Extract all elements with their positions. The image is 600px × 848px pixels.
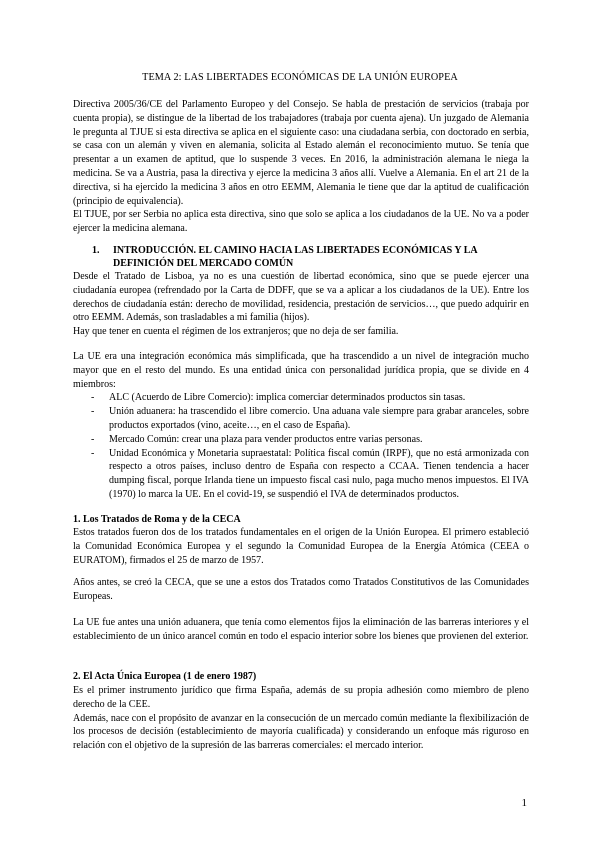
section1-members-block	[73, 350, 529, 502]
body-paragraph: Estos tratados fueron dos de los tratados fundamentales en el origen de la Unión Europea. El primero estableció la Comunidad Económica Europea y el segundo la Comunidad Europea de la Energía Atómica (CEEA o EURATOM), firmados el 25 de marzo de 1957.	[73, 527, 529, 566]
page-number: 1	[521, 797, 527, 809]
subsection-heading: 2. El Acta Única Europea (1 de enero 1987)	[73, 671, 257, 682]
intro-block	[73, 98, 529, 236]
sub1-paragraph-block	[73, 616, 529, 644]
body-paragraph: Hay que tener en cuenta el régimen de los extranjeros; que no deja de ser familia.	[73, 326, 399, 338]
body-paragraph: La UE era una integración económica más simplificada, que ha trascendido a un nivel de integración mucho mayor que en el resto del mundo. Es una entidad única con personalidad jurídica propia, que se divide en 4 miembros:	[73, 351, 529, 390]
body-paragraph: Es el primer instrumento jurídico que firma España, además de su propia adhesión como miembro de pleno derecho de la CEE.	[73, 685, 529, 710]
list-item: - ALC (Acuerdo de Libre Comercio): implica comerciar determinados productos sin tasas.	[73, 391, 529, 405]
section-number: 1.	[92, 245, 100, 256]
list-item: - Unión aduanera: ha trascendido el libre comercio. Una aduana vale siempre para grabar aranceles, sobre productos exportados (vino, aceite…, en el caso de España).	[73, 405, 529, 433]
members-list	[73, 391, 529, 501]
sub1-paragraph-block	[73, 526, 529, 567]
list-item: - Unidad Económica y Monetaria supraestatal: Política fiscal común (IRPF), que no está armonizada con respecto a otros países, incluso dentro de España con respecto a CCAA. Tienen tendencia a hacer dumping fiscal, porque Irlanda tiene un impuesto fiscal casi nulo, paga mucho menos impuestos. El IVA (1970) lo marca la UE. En el covid-19, se suspendió el IVA de determinados productos.	[73, 447, 529, 502]
intro-paragraph: El TJUE, por ser Serbia no aplica esta directiva, sino que solo se aplica a los ciudadanos de la UE. No va a poder ejercer la medicina alemana.	[73, 209, 529, 235]
body-paragraph: La UE fue antes una unión aduanera, que tenía como elementos fijos la eliminación de las barreras interiores y el establecimiento de un único arancel común en todo el espacio interior sobre los bienes que provienen del exterior.	[73, 617, 529, 642]
section1-intro-block	[73, 270, 529, 339]
document-title: TEMA 2: LAS LIBERTADES ECONÓMICAS DE LA UNIÓN EUROPEA	[142, 72, 458, 83]
sub1-paragraph-block	[73, 576, 529, 604]
body-paragraph: Además, nace con el propósito de avanzar en la consecución de un mercado común mediante la flexibilización de los procesos de decisión (establecimiento de mayoría cualificada) y considerando un enfoque más riguroso en relación con el objetivo de la supresión de las barreras comerciales: el mercado interior.	[73, 712, 529, 752]
body-paragraph: Desde el Tratado de Lisboa, ya no es una cuestión de libertad económica, sino que se puede ejercer una ciudadanía europea (refrendado por la Carta de DDFF, que se va a aplicar a los ciudadanos de la UE). Entre los derechos de ciudadanía están: derecho de movilidad, residencia, prestación de servicios…, que puedo adquirir en otro EEMM. Además, son trasladables a mi familia (hijos).	[73, 271, 529, 324]
list-item: - Mercado Común: crear una plaza para vender productos entre varias personas.	[73, 433, 529, 447]
intro-paragraph: Directiva 2005/36/CE del Parlamento Europeo y del Consejo. Se habla de prestación de servicios (trabaja por cuenta propia), se distingue de la libertad de los trabajadores (trabaja por cuenta ajena). Un juzgado de Alemania le pregunta al TJUE si esta directiva se aplica en el siguiente caso: una ciudadana serbia, con doctorado en serbia, se casa con un alemán y viven en alemania, solicita al Estado alemán el reconocimiento mutuo. Se tenía que presentar a un examen de aptitud, que lo suspende 3 veces. En 2016, la administración alemana le niega la medicina. Se va a Austria, pasa la directiva y ejerce la medicina 3 años allí. Vuelve a Alemania. En el art 21 de la directiva, si ha ejercido la medicina 3 años en otro EEMM, Alemania le tiene que dar la aptitud de cualificación (principio de equivalencia).	[73, 99, 529, 207]
subsection-heading: 1. Los Tratados de Roma y de la CECA	[73, 514, 241, 525]
sub2-paragraph-block	[73, 684, 529, 753]
section-title: INTRODUCCIÓN. EL CAMINO HACIA LAS LIBERTADES ECONÓMICAS Y LA DEFINICIÓN DEL MERCADO COMÚN	[113, 245, 478, 269]
body-paragraph: Años antes, se creó la CECA, que se une a estos dos Tratados como Tratados Constitutivos de las Comunidades Europeas.	[73, 577, 529, 602]
